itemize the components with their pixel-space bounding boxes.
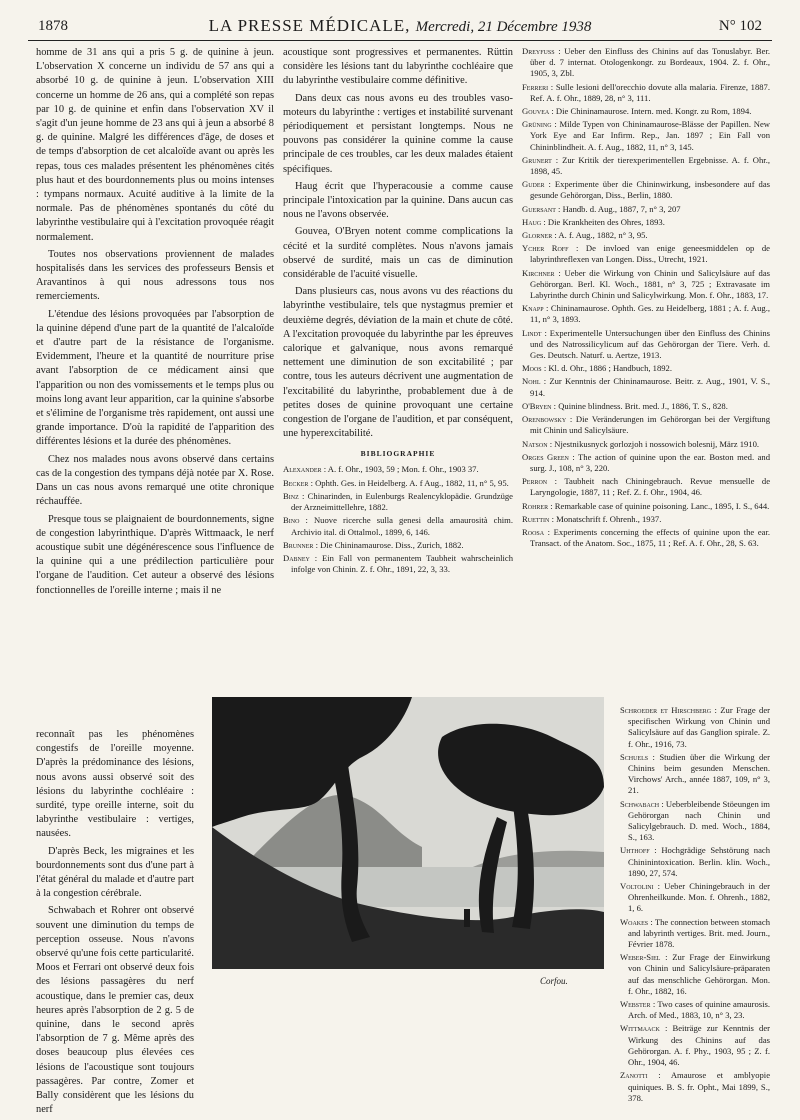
reference-author: Uhthoff — [620, 845, 650, 856]
reference-text: : Zur Frage der Einwirkung von Chinin und Salicylsäure-präparaten auf das menschliche Gehörorgan. Mon. f. Ohr., 1882, 16. — [628, 952, 770, 996]
issue-date: Mercredi, 21 Décembre 1938 — [415, 19, 592, 35]
reference-author: Schuels — [620, 751, 649, 762]
reference-entry — [522, 204, 770, 215]
reference-author: Webster — [620, 999, 651, 1010]
reference-text: : Ueber Chiningebrauch in der Ohrenheilkunde. Mon. f. Ohrenh., 1882, 1, 6. — [628, 881, 770, 914]
corfu-photograph — [212, 697, 604, 969]
reference-entry — [522, 476, 770, 498]
reference-author: Glorner — [522, 230, 553, 241]
reference-author: Dabney — [283, 552, 310, 563]
reference-text: : Sulle lesioni dell'orecchio dovute alla malaria. Firenze, 1887. Ref. A. f. Ohr., 1889, 28, n° 3, 111. — [530, 81, 770, 103]
paragraph: L'étendue des lésions provoquées par l'absorption de la quinine dépend d'une part de la quantité de l'alcaloïde et d'autre part de la résistance de l'organisme. Evidemment, l'heure et la quantité de nourriture prise avant l'absorption de ce médicament ainsi que l'apparition ou non des vomissements et le temps plus ou moins long avant leur apparition, car la quinine s'absorbe et s'élimine de l'organisme très rapidement, ont aussi une grande importance. D'où la rapidité de l'apparition des différentes lésions et la durée des phénomènes. — [36, 308, 274, 448]
reference-text: : Quinine blindness. Brit. med. J., 1886, T. S., 828. — [553, 400, 728, 411]
reference-entry — [620, 845, 770, 879]
reference-entry — [620, 952, 770, 997]
reference-author: Zanotti — [620, 1070, 648, 1081]
reference-author: Brunner — [283, 539, 314, 550]
reference-list-column-3-narrow — [620, 705, 770, 1106]
reference-author: Grüning — [522, 119, 552, 130]
reference-entry — [522, 439, 770, 450]
reference-text: : Njestnikusnyck gorlozjoh i nossowich bolesnij, März 1910. — [549, 438, 760, 449]
reference-author: Guder — [522, 179, 545, 190]
reference-author: Wittmaack — [620, 1023, 660, 1034]
reference-author: Ruettin — [522, 513, 550, 524]
reference-text: : The action of quinine upon the ear. Boston med. and surg. J., 108, n° 3, 220. — [530, 451, 770, 473]
reference-author: Ferreri — [522, 81, 549, 92]
reference-entry — [522, 414, 770, 436]
reference-text: : Hochgrädige Sehstörung nach Chininintoxication. Berlin. klin. Woch., 1890, 27, 574. — [628, 845, 770, 878]
reference-text: : Ein Fall von permanentem Taubheit wahrscheinlich infolge von Chinin. Z. f. Ohr., 1891, 22, 3, 33. — [291, 552, 513, 575]
reference-author: Lindt — [522, 327, 542, 338]
paragraph: Haug écrit que l'hyperacousie a comme cause principale l'intoxication par la quinine. Dans aucun cas nous ne l'avons observée. — [283, 180, 513, 221]
issue-number: N° 102 — [718, 18, 762, 34]
reference-text: : Handb. d. Aug., 1887, 7, n° 3, 207 — [558, 203, 681, 214]
paragraph: Gouvea, O'Bryen notent comme complications la cécité et la surdité complètes. Nous n'avons jamais observé de surdité, mais un cas de diminution considérable de l'acuité visuelle. — [283, 226, 513, 281]
reference-entry — [522, 401, 770, 412]
reference-text: : Milde Typen von Chininamaurose-Blässe der Papillen. New York Eye and Ear Infirm. Rep., Jan. 1897 ; Ein Fall von Chininblindheit. A. f. Aug., 1882, 11, n° 3, 145. — [530, 119, 770, 152]
reference-text: : Die Krankheiten des Ohres, 1893. — [543, 216, 665, 227]
reference-author: Perron — [522, 476, 548, 487]
reference-text: : Zur Kritik der tierexperimentellen Ergebnisse. A. f. Ohr., 1898, 45. — [530, 154, 770, 177]
reference-entry — [620, 705, 770, 750]
reference-entry — [522, 179, 770, 201]
reference-author: Weber-Siel — [620, 952, 661, 963]
reference-text: : Experimentelle Untersuchungen über den Einfluss des Chinins und des Natrossilicylicum auf das Gehörorgan der Tiere. Verh. d. Ges. Deutsch. Naturf. u. Aertze, 1913. — [530, 327, 770, 361]
reference-entry — [522, 303, 770, 325]
reference-entry — [522, 268, 770, 302]
reference-text: : Monatschrift f. Ohrenh., 1937. — [551, 513, 662, 524]
reference-author: Becker — [283, 477, 309, 488]
paragraph: Toutes nos observations proviennent de malades hospitalisés dans les services des professeurs Bensis et Aravantinos à qui nous adressons tous nos remerciements. — [36, 248, 274, 303]
paragraph: Presque tous se plaignaient de bourdonnements, signe de congestion labyrinthique. D'après Wittmaack, le nerf acoustique subit une dégénérescence sous l'influence de la quinine qui a une prédilection particulière pour l'organe de l'audition. Cet auteur a observé des lésions fonctionnelles de l'oreille interne ; mais il ne — [36, 513, 274, 596]
reference-entry — [283, 491, 513, 513]
reference-text: : Beiträge zur Kenntnis der Wirkung des Chinins auf das Gehörorgan. A. f. Phy., 1903, 95 ; Z. f. Ohr., 1904, 46. — [628, 1023, 770, 1068]
reference-text: : Nuove ricerche sulla genesi della amaurosità chim. Archivio ital. di Ottalmol., 1899, 6, 146. — [291, 515, 513, 537]
reference-entry — [522, 82, 770, 104]
reference-entry — [620, 1023, 770, 1068]
reference-entry — [522, 155, 770, 177]
page-year: 1878 — [38, 18, 68, 34]
photo-caption: Corfou. — [540, 976, 568, 986]
reference-entry — [522, 527, 770, 549]
reference-text: : Chinarinden, in Eulenburgs Realencyklopädie. Grundzüge der Arzneimittellehre, 1882. — [291, 490, 513, 513]
reference-author: Grunert — [522, 154, 552, 165]
reference-entry — [620, 917, 770, 951]
reference-text: : De invloed van enige geneesmiddelen op de labyrinthreflexen van Longen. Diss., Utrecht, 1921. — [530, 243, 770, 265]
paragraph: homme de 31 ans qui a pris 5 g. de quinine à jeun. L'observation X concerne un individu de 57 ans qui a absorbé 10 g. de quinine à jeun. L'observation XIII concerne un homme de 26 ans, qui a complété son repas par 10 g. de quinine et enfin dans l'observation XV il s'agit d'un jeune homme de 23 ans qui à jeun a absorbé 8 g. de quinine. Malgré les différences d'âge, de doses et de temps d'absorption de cet alcaloïde avant ou après les repas, tous ces malades présentent les phénomènes cités plus haut et des bourdonnements plus ou moins intenses : tympans normaux. Acuité auditive à la limite de la normale. Pas de phénomènes spontanés du côté du labyrinthe vestibulaire qui à l'excitation provoquée réagit normalement. — [36, 47, 274, 243]
paragraph: reconnaît pas les phénomènes congestifs de l'oreille moyenne. D'après la prédominance des lésions, nous avons aussi observé soit des lésions du labyrinthe cochléaire : surdité, type oreille interne, soit du labyrinthe vestibulaire : vertiges, nausées. — [36, 729, 194, 840]
paragraph: acoustique sont progressives et permanentes. Rüttin considère les lésions tant du labyrinthe cochléaire que du labyrinthe vestibulaire comme définitive. — [283, 47, 513, 87]
reference-entry — [620, 999, 770, 1021]
reference-text: : Taubheit nach Chiningebrauch. Revue mensuelle de Laryngologie, 1887, 11 ; Ref. Z. f. Ohr., 1904, 46. — [530, 476, 771, 498]
reference-entry — [522, 46, 770, 80]
reference-text: : Studien über die Wirkung der Chinins beim gesunden Menschen. Virchows' Arch., année 1887, 109, n° 3, 21. — [628, 751, 770, 796]
reference-author: Orenbowsky — [522, 414, 567, 425]
journal-title: LA PRESSE MÉDICALE, — [208, 16, 411, 35]
reference-entry — [522, 119, 770, 153]
paragraph: Chez nos malades nous avons observé dans certains cas de la congestion des tympans déjà notée par X. Rose. Dans un cas nous avons remarqué une otite chronique réchauffée. — [36, 453, 274, 508]
reference-text: : Zur Kenntnis der Chininamaurose. Beitr. z. Aug., 1901, V. S., 914. — [530, 376, 770, 398]
reference-author: Roosa — [522, 526, 545, 537]
reference-text: : Experimente über die Chininwirkung, insbesondere auf das gesunde Gehörorgan, Diss., Berlin, 1880. — [530, 179, 770, 201]
reference-entry — [522, 501, 770, 512]
reference-author: Gouvea — [522, 106, 550, 117]
reference-text: : Kl. d. Ohr., 1886 ; Handbuch, 1892. — [543, 363, 672, 374]
column-2 — [283, 46, 513, 577]
reference-author: Moos — [522, 363, 542, 374]
paragraph: Dans deux cas nous avons eu des troubles vaso-moteurs du labyrinthe : vertiges et instabilité survenant périodiquement et persistant longtemps. Nous ne pouvons pas considérer la quinine comme la cause principale de ces troubles, car les deux malades étaient spécifiques. — [283, 92, 513, 175]
reference-author: Knapp — [522, 303, 544, 314]
reference-entry — [620, 799, 770, 844]
reference-entry — [620, 752, 770, 797]
reference-author: O'Bryen — [522, 400, 552, 411]
reference-author: Guersant — [522, 203, 556, 214]
reference-entry — [620, 1070, 770, 1104]
reference-author: Rohrer — [522, 500, 549, 511]
reference-entry — [522, 328, 770, 362]
reference-entry — [620, 881, 770, 915]
reference-text: : Ueberbleibende Stöeungen im Gehörorgan nach Chinin und Salicylgebrauch. D. med. Woch., 1884, S., 163. — [628, 798, 770, 843]
reference-author: Haug — [522, 216, 542, 227]
paragraph: Schwabach et Rohrer ont observé souvent une diminution du temps de perception osseuse. Nous n'avons observé qu'une fois cette particularité. Moos et Ferrari ont observé deux fois des lésions passagères du nerf acoustique, dans le premier cas, deux heures après l'absorption de 2 g. 5 de quinine, dans le second après l'absorption de 7 g. Même après des doses beaucoup plus élevées ces lésions de l'acoustique sont toujours passagères. Par contre, Zomer et Bally considèrent que les lésions du nerf — [36, 905, 194, 1116]
reference-text: : A. f. Ohr., 1903, 59 ; Mon. f. Ohr., 1903 37. — [323, 464, 479, 475]
reference-author: Kirchner — [522, 267, 555, 278]
reference-entry — [522, 452, 770, 474]
reference-entry — [283, 515, 513, 537]
reference-author: Nohl — [522, 376, 541, 387]
reference-list — [283, 464, 513, 575]
reference-author: Orges Green — [522, 451, 569, 462]
reference-entry — [283, 464, 513, 475]
reference-text: : Experiments concerning the effects of quinine upon the ear. Transact. of the Anatom. Soc., 1875, 11 ; Ref. A. f. Ohr., 28, S. 63. — [530, 526, 770, 549]
paragraph: Dans plusieurs cas, nous avons vu des réactions du labyrinthe vestibulaire, tels que nystagmus premier et deuxième degrés, déviation de la main et chute de côté. A l'excitation provoquée du labyrinthe par les épreuves calorique et galvanique, nous avons remarqué nettement une diminution de son excitabilité ; par contre, tous les auteurs décrivent une augmentation de l'excitabilité du labyrinthe, probablement due à de petites doses de quinine provoquant une certaine congestion de l'organe de l'audition, et par conséquent, une hyperexcitabilité. — [283, 286, 513, 440]
reference-entry — [283, 478, 513, 489]
reference-entry — [283, 553, 513, 575]
reference-entry — [522, 376, 770, 398]
reference-author: Bino — [283, 515, 300, 526]
reference-author: Alexander — [283, 464, 322, 475]
reference-text: : Ueber den Einfluss des Chinins auf das Tonuslabyr. Ber. über d. 7 internat. Otologenkongr. zu Bordeaux, 1904. Z. f. Ohr., 1905, 3, Zbl. — [530, 46, 770, 79]
reference-text: : Remarkable case of quinine poisoning. Lanc., 1895, I. S., 644. — [550, 500, 770, 511]
reference-text: : Two cases of quinine amaurosis. Arch. of Med., 1883, 10, n° 3, 23. — [628, 999, 771, 1021]
reference-text: : Ophth. Ges. in Heidelberg. A. f Aug., 1882, 11, n° 5, 95. — [310, 477, 509, 488]
reference-entry — [522, 230, 770, 241]
reference-author: Schroeder et Hirschberg — [620, 705, 712, 715]
paragraph: D'après Beck, les migraines et les bourdonnements sont dus d'une part à l'état général du malade et d'autre part à la congestion cérébrale. — [36, 845, 194, 900]
reference-author: Woakes — [620, 916, 649, 927]
landscape-illustration — [212, 697, 604, 969]
reference-text: : Die Chininamaurose. Intern. med. Kongr. zu Rom, 1894. — [551, 106, 752, 117]
reference-author: Binz — [283, 490, 299, 501]
reference-text: : Ueber die Wirkung von Chinin und Salicylsäure auf das Gehörorgan. Berl. Kl. Woch., 1881, n° 3, 725 ; Extravasate im Labyrinthe durch Chinin und Salicylwirkung. Mon. f. Ohr., 1883, 17. — [530, 267, 770, 301]
reference-list-column-3 — [522, 46, 770, 551]
reference-author: Dreyfuss — [522, 46, 555, 56]
column-1 — [36, 46, 274, 601]
reference-entry — [522, 217, 770, 228]
reference-entry — [522, 363, 770, 374]
reference-entry — [522, 243, 770, 265]
reference-text: : Die Veränderungen im Gehörorgan bei der Vergiftung mit Chinin und Salicylsäure. — [530, 414, 770, 436]
reference-entry — [283, 540, 513, 551]
journal-title-line — [28, 16, 772, 36]
column-1-narrow — [36, 728, 194, 1120]
reference-author: Ycher Roff — [522, 243, 569, 254]
reference-text: : Zur Frage der specifischen Wirkung von Chinin und Salicylsäure auf das Ganglion spirale. Z. f. Ohr., 1916, 73. — [628, 705, 770, 749]
page-header — [28, 14, 772, 41]
reference-author: Natson — [522, 438, 548, 449]
reference-author: Schwabach — [620, 798, 660, 809]
bibliography-heading: BIBLIOGRAPHIE — [360, 449, 436, 459]
reference-text: : The connection between stomach and labyrinth vertiges. Brit. med. Journ., Février 1878. — [628, 916, 770, 950]
reference-entry — [522, 514, 770, 525]
reference-text: : A. f. Aug., 1882, n° 3, 95. — [554, 230, 648, 241]
reference-text: : Die Chininamaurose. Diss., Zurich, 1882. — [315, 539, 464, 550]
reference-text: : Chininamaurose. Ophth. Ges. zu Heidelberg, 1881 ; A. f. Aug., 11, n° 3, 1893. — [530, 303, 770, 325]
reference-text: : Amaurose et amblyopie quiniques. B. S. fr. Opht., Mai 1899, S., 378. — [628, 1070, 771, 1103]
reference-author: Voltolini — [620, 881, 654, 892]
reference-entry — [522, 106, 770, 117]
